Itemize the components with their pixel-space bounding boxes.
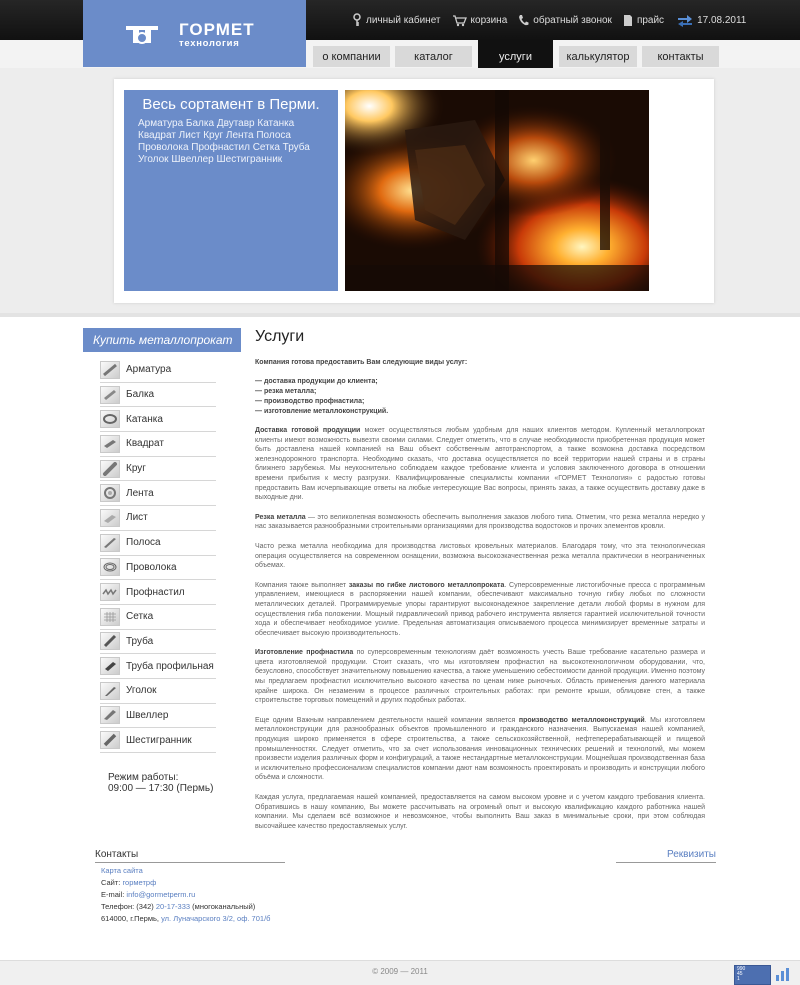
catalog-item-label: Труба профильная [126, 660, 214, 672]
price-label: прайс [636, 14, 665, 26]
round-bar-icon [100, 460, 120, 478]
key-icon [352, 13, 362, 27]
paragraph-sheet: Часто резка металла необходима для производства листовых кровельных материалов. Благодаря тому, что эта технологическая операция осуществляется на современном оснащении, возможна высокоэкачественная резка металла практически в неограниченных объемах. [255, 542, 705, 570]
footer-contacts-title: Контакты [95, 849, 285, 863]
paragraph-delivery [255, 426, 705, 503]
sitemap-link[interactable]: Карта сайта [101, 866, 143, 875]
visitor-counter[interactable] [734, 965, 771, 985]
paragraph-bold: Резка металла [255, 513, 306, 521]
hours-label: Режим работы: [108, 772, 179, 783]
tab-services[interactable]: услуги [478, 40, 553, 68]
promo-items: Арматура Балка Двутавр Катанка Квадрат Лист Круг Лента Полоса Проволока Профнастил Сетка Труба Уголок Швеллер Шестигранник [138, 118, 310, 165]
paragraph-bold: производство металлоконструкций [518, 716, 645, 724]
catalog-item-shestigrannik[interactable] [100, 728, 216, 753]
address-link[interactable]: ул. Луначарского 3/2, оф. 701/б [161, 914, 271, 923]
paragraph-text: Компания также выполняет [255, 581, 349, 589]
catalog-item-label: Труба [126, 635, 154, 647]
site-link[interactable]: горметрф [122, 878, 157, 887]
service-item: — изготовление металлоконструкций. [255, 408, 389, 415]
cabinet-label: личный кабинет [366, 14, 441, 26]
catalog-item-label: Проволока [126, 561, 177, 573]
paragraph-cutting [255, 513, 705, 532]
promo-block[interactable] [124, 90, 338, 291]
square-bar-icon [100, 435, 120, 453]
paragraph-profnastil [255, 648, 705, 706]
promo-title: Весь сортамент в Перми. [142, 96, 320, 113]
rebar-icon [100, 361, 120, 379]
section-divider [0, 313, 800, 317]
logo-subtitle: технология [179, 38, 240, 49]
catalog-item-label: Круг [126, 463, 146, 475]
hex-bar-icon [100, 731, 120, 749]
logo-icon [125, 21, 159, 45]
tab-contacts[interactable]: контакты [642, 46, 719, 67]
price-link[interactable] [623, 14, 664, 27]
service-item: — доставка продукции до клиента; [255, 378, 378, 385]
paragraph-text: . Суперсовременные листогибочные пресса с программным управлением, имеющиеся в распоряжении нашей компании, обеспечивают максимально точную гибку любых по сложности металлических деталей. Программируемые упоры гарантируют высоконадежное закрепление детали любой формы в нужном для осуществления гиба положении. Мощный гидравлический привод рабочего инструмента является гарантией исключительной точности хода и обеспечивает необходимое усилие. Предельная автоматизация описываемого процесса минимизирует временные затраты и обеспечивает высокую производительность. [255, 581, 705, 637]
catalog-item-label: Шестигранник [126, 734, 192, 746]
angle-icon [100, 682, 120, 700]
footer-contacts [101, 865, 270, 925]
paragraph-text: по суперсовременным технологиям даёт возможность учесть Ваше требование касательно размера и цвета изготовляемой продукции. Стоит сказать, что мы изготовляем профнастил на высокотехнологичном оборудовании, что, безусловно, способствует значительному повышению качества, а также уменьшению себестоимости данной продукции. Именно поэтому мы предлагаем профнастил исключительно высокого качества по ценам ниже рыночных. Область применения данного материала крайне широка. Он незаменим в процессе различных строительных работах: при ремонте крыши, облицовке стен, а также строительстве торговых помещений и других подобных работах. [255, 649, 705, 705]
cart-icon [452, 14, 467, 27]
catalog-item-lenta[interactable] [100, 481, 216, 506]
catalog-item-label: Швеллер [126, 709, 169, 721]
catalog-item-armatura[interactable] [100, 358, 216, 383]
paragraph-text: . Мы изготовляем металлоконструкции для разнообразных объектов промышленного и гражданского назначения. Выпускаемая нашей компанией, продукция широко применяется в сфере строительства, а также сельскохозяйственной, нефтеперерабатывающей и пищевой промышленностях. Следует отметить, что за счет использования инновационных технических решений и технологий, мы можем произвести изделия различных форм и конфигураций, а также нестандартные металлоконструкции. Мощнейшая производственная база и исключительно профессионализм специалистов компании дают нам возможность проектировать и производить и конструкции любого объёма и сложности. [255, 716, 705, 782]
counter-value: 990 45 1 [737, 966, 746, 982]
catalog-item-shveller[interactable] [100, 704, 216, 729]
paragraph-text: может осуществляться любым удобным для наших клиентов методом. Купленный металлопрокат клиенты имеют возможность вывезти своими силами. Следует отметить, что в случае необходимости приобретенная продукция может быть доставлена нашей компанией на Ваш объект собственным автотранспортом, а также возможна доставка посредством железнодорожного транспорта. Необходимо сказать, что доставка осуществляется по всей территории нашей страны и в страны ближнего зарубежья. Мы неукоснительно соблюдаем каждое требование клиента и условия заключенного договора в отношении времени прибытия к месту разгрузки. Квалифицированные специалисты компании «ГОРМЕТ Технология» с радостью готовы предоставить Вам исчерпывающие ответы на любые интересующие Вас вопросы, принять заказ, а также осуществить доставку даже в выходные дни. [255, 427, 705, 502]
catalog-list [100, 358, 216, 753]
beam-icon [100, 386, 120, 404]
catalog-item-provoloka[interactable] [100, 556, 216, 581]
phone-label: Телефон: (342) [101, 902, 156, 911]
hero-photo [345, 90, 649, 291]
catalog-item-balka[interactable] [100, 383, 216, 408]
date-display [677, 14, 746, 27]
catalog-item-katanka[interactable] [100, 407, 216, 432]
callback-label: обратный звонок [533, 14, 612, 26]
working-hours [108, 772, 213, 794]
wire-rod-icon [100, 410, 120, 428]
cabinet-link[interactable] [352, 13, 441, 27]
address-label: 614000, г.Пермь, [101, 914, 162, 923]
catalog-item-label: Лист [126, 512, 148, 524]
service-item: — резка металла; [255, 388, 317, 395]
page-title: Услуги [255, 328, 305, 345]
service-item: — производство профнастила; [255, 398, 365, 405]
catalog-item-truba[interactable] [100, 630, 216, 655]
tab-calculator[interactable]: калькулятор [559, 46, 637, 67]
arrows-icon [677, 14, 693, 27]
sheet-icon [100, 509, 120, 527]
catalog-item-krug[interactable] [100, 457, 216, 482]
catalog-item-ugolok[interactable] [100, 679, 216, 704]
catalog-item-label: Сетка [126, 611, 154, 623]
email-label: E-mail: [101, 890, 127, 899]
catalog-item-label: Квадрат [126, 438, 164, 450]
profile-pipe-icon [100, 657, 120, 675]
paragraph-text: — это великолепная возможность обеспечить выполнения заказов любого типа. Отметим, что резка металла нередко у нас заказывается разнообразными строительными организациями для производства водостоков и прочих элементов кровли. [255, 513, 705, 531]
intro-text: Компания готова предоставить Вам следующие виды услуг: [255, 359, 468, 366]
catalog-item-label: Катанка [126, 413, 163, 425]
flat-bar-icon [100, 534, 120, 552]
profiled-sheet-icon [100, 583, 120, 601]
paragraph-bold: Изготовление профнастила [255, 649, 354, 657]
copyright: © 2009 — 2011 [372, 967, 428, 976]
email-link[interactable]: info@gormetperm.ru [126, 890, 196, 899]
bottom-bar [0, 960, 800, 985]
catalog-item-label: Лента [126, 487, 154, 499]
cart-label: корзина [470, 14, 508, 26]
phone-link[interactable]: 20-17-333 [155, 902, 191, 911]
catalog-item-profnastil[interactable] [100, 580, 216, 605]
strip-coil-icon [100, 484, 120, 502]
phone-note: (многоканальный) [190, 902, 256, 911]
cart-link[interactable] [452, 14, 508, 27]
catalog-item-kvadrat[interactable] [100, 432, 216, 457]
logo-title: ГОРМЕТ [179, 20, 255, 39]
callback-link[interactable] [518, 14, 612, 26]
date-text: 17.08.2011 [697, 14, 747, 26]
stats-icon[interactable] [775, 966, 793, 982]
catalog-header: Купить металлопрокат [83, 328, 241, 352]
catalog-item-truba-profilnaya[interactable] [100, 654, 216, 679]
mesh-icon [100, 608, 120, 626]
site-label: Сайт: [101, 878, 123, 887]
catalog-item-label: Арматура [126, 364, 172, 376]
main-content [255, 328, 705, 841]
paragraph-quality: Каждая услуга, предлагаемая нашей компанией, предоставляется на самом высоком уровне и с учетом каждого требования клиента. Обратившись в нашу компанию, Вы можете рассчитывать на огромный опыт и высокую квалификацию каждого работника нашей компании. Мы сделаем всё возможное и невозможное, чтобы выполнить Ваш заказ в минимальные сроки, при этом соблюдая высочайшее качество предоставляемых услуг. [255, 794, 705, 830]
channel-icon [100, 706, 120, 724]
tab-about[interactable]: о компании [313, 46, 390, 67]
wire-coil-icon [100, 558, 120, 576]
catalog-item-label: Полоса [126, 537, 161, 549]
catalog-item-label: Профнастил [126, 586, 185, 598]
catalog-item-polosa[interactable] [100, 531, 216, 556]
paragraph-structures [255, 716, 705, 783]
services-list [255, 377, 705, 417]
requisites-link[interactable]: Реквизиты [616, 849, 716, 863]
tab-catalog[interactable]: каталог [395, 46, 472, 67]
logo[interactable] [83, 0, 306, 67]
catalog-item-setka[interactable] [100, 605, 216, 630]
top-links [352, 11, 757, 29]
paragraph-bold: Доставка готовой продукции [255, 427, 361, 434]
paragraph-bold: заказы по гибке листового металлопроката [348, 581, 505, 589]
hours-value: 09:00 — 17:30 (Пермь) [108, 783, 214, 794]
pipe-icon [100, 632, 120, 650]
paragraph-text: Еще одним Важным направлением деятельности нашей компании является [255, 716, 519, 724]
phone-icon [518, 14, 529, 26]
catalog-item-list[interactable] [100, 506, 216, 531]
catalog-item-label: Уголок [126, 685, 157, 697]
paragraph-bending [255, 581, 705, 639]
catalog-item-label: Балка [126, 389, 155, 401]
document-icon [623, 14, 633, 27]
steel-mill-image [345, 90, 649, 291]
